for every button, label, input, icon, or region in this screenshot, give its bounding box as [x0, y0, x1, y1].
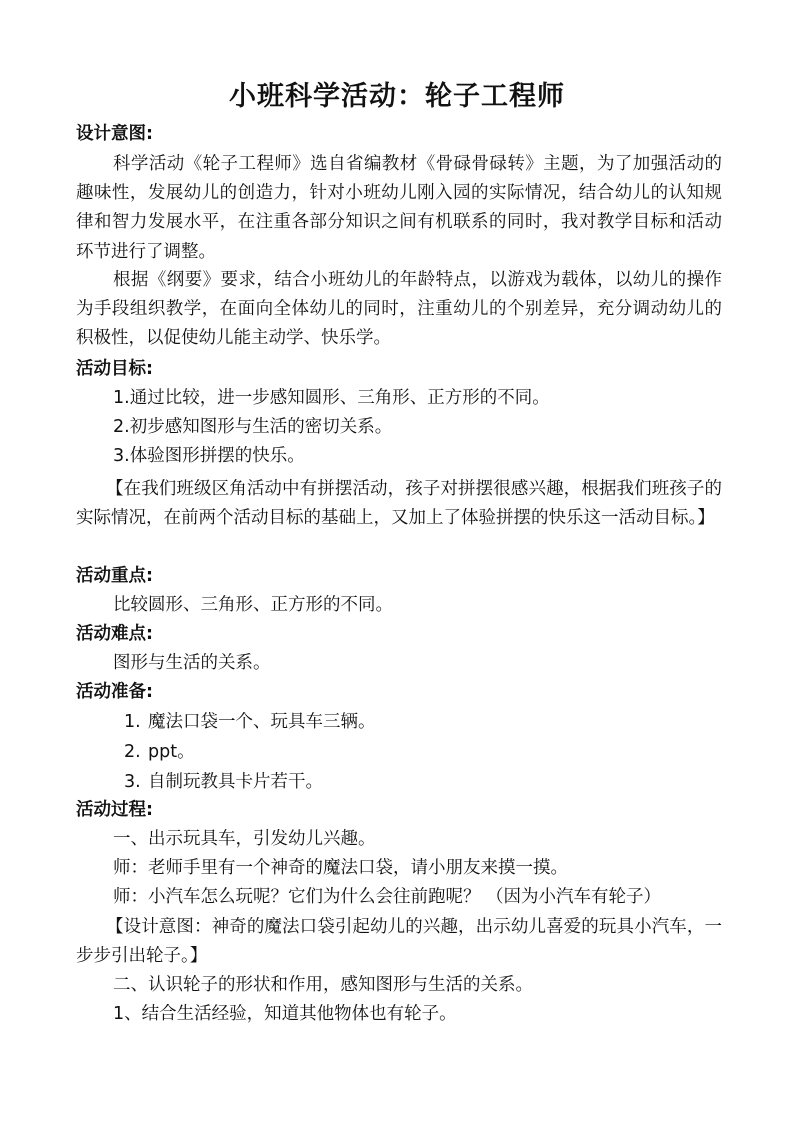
goals-heading: 活动目标:	[76, 359, 153, 379]
list-number: 1.	[124, 712, 141, 732]
design-intent-paragraph-1: 科学活动《轮子工程师》选自省编教材《骨碌骨碌转》主题，为了加强活动的趣味性，发展幼儿的创造力，针对小班幼儿刚入园的实际情况，结合幼儿的认知规律和智力发展水平，在注重各部分知识之间有机联系的同时，我对教学目标和活动环节进行了调整。	[76, 154, 722, 262]
preparation-item	[124, 710, 376, 734]
goal-item: 3.体验图形拼摆的快乐。	[113, 446, 305, 466]
preparation-item	[124, 740, 195, 764]
difficulty-heading: 活动难点:	[76, 624, 153, 644]
process-line: 二、认识轮子的形状和作用，感知图形与生活的关系。	[113, 975, 533, 995]
process-line: 师：小汽车怎么玩呢？它们为什么会往前跑呢？ （因为小汽车有轮子）	[113, 887, 662, 907]
process-heading: 活动过程:	[76, 800, 153, 820]
goals-note: 【在我们班级区角活动中有拼摆活动，孩子对拼摆很感兴趣，根据我们班孩子的实际情况，在前两个活动目标的基础上，又加上了体验拼摆的快乐这一活动目标。】	[76, 479, 722, 529]
list-number: 2.	[124, 742, 141, 762]
process-note: 【设计意图：神奇的魔法口袋引起幼儿的兴趣，出示幼儿喜爱的玩具小汽车，一步步引出轮子。】	[76, 917, 722, 967]
preparation-heading: 活动准备:	[76, 682, 153, 702]
list-number: 3.	[124, 772, 141, 792]
preparation-item	[124, 770, 323, 794]
goal-item: 2.初步感知图形与生活的密切关系。	[113, 417, 393, 437]
key-point-heading: 活动重点:	[76, 566, 153, 586]
process-line: 一、出示玩具车，引发幼儿兴趣。	[113, 829, 376, 849]
process-line: 1、结合生活经验，知道其他物体也有轮子。	[113, 1004, 457, 1024]
document-title: 小班科学活动：轮子工程师	[229, 81, 565, 112]
preparation-item-text: 魔法口袋一个、玩具车三辆。	[148, 712, 376, 732]
key-point-text: 比较圆形、三角形、正方形的不同。	[113, 595, 393, 615]
preparation-item-text: ppt。	[148, 742, 195, 762]
process-line: 师：老师手里有一个神奇的魔法口袋，请小朋友来摸一摸。	[113, 858, 568, 878]
difficulty-text: 图形与生活的关系。	[113, 653, 271, 673]
preparation-item-text: 自制玩教具卡片若干。	[148, 772, 323, 792]
design-intent-heading: 设计意图:	[76, 124, 153, 144]
goal-item: 1.通过比较，进一步感知圆形、三角形、正方形的不同。	[113, 388, 550, 408]
design-intent-paragraph-2: 根据《纲要》要求，结合小班幼儿的年龄特点，以游戏为载体，以幼儿的操作为手段组织教学，在面向全体幼儿的同时，注重幼儿的个别差异，充分调动幼儿的积极性，以促使幼儿能主动学、快乐学。	[76, 270, 722, 349]
